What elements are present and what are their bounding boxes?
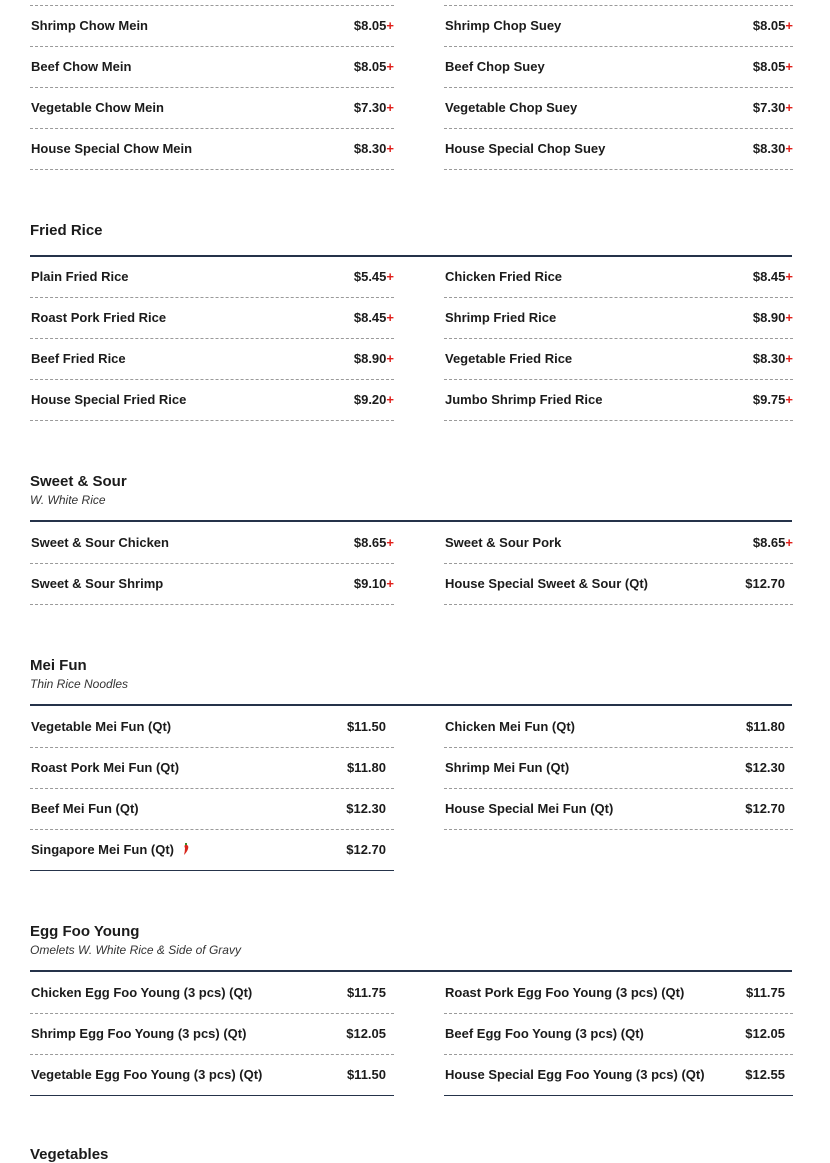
menu-item[interactable] (30, 564, 394, 605)
item-price: $8.05+ (752, 18, 793, 33)
item-name: Roast Pork Egg Foo Young (3 pcs) (Qt) (445, 985, 685, 1000)
column-left (30, 257, 394, 421)
menu-item[interactable] (444, 129, 793, 170)
item-name: Roast Pork Mei Fun (Qt) (31, 760, 180, 775)
hot-pepper-icon (182, 843, 190, 855)
menu-item[interactable] (30, 257, 394, 298)
menu-item[interactable] (30, 88, 394, 129)
item-name: Vegetable Fried Rice (445, 351, 573, 366)
item-name: Shrimp Chow Mein (31, 18, 148, 33)
item-price: $8.30+ (752, 141, 793, 156)
section-egg-foo-young (30, 923, 792, 1082)
item-name: Roast Pork Fried Rice (31, 310, 167, 325)
menu-item[interactable] (30, 973, 394, 1014)
item-name: Vegetable Chow Mein (31, 100, 164, 115)
section-divider (30, 970, 792, 972)
column-right (444, 257, 793, 421)
section-mei-fun (30, 657, 792, 857)
menu-item[interactable] (30, 129, 394, 170)
menu-item[interactable] (30, 1055, 394, 1096)
menu-item[interactable] (444, 47, 793, 88)
item-name: Beef Chow Mein (31, 59, 132, 74)
menu-item[interactable] (30, 1014, 394, 1055)
item-price: $12.05 (745, 1026, 785, 1041)
menu-item[interactable] (444, 973, 793, 1014)
item-name: Chicken Egg Foo Young (3 pcs) (Qt) (31, 985, 253, 1000)
item-price: $12.05 (346, 1026, 386, 1041)
menu-item[interactable] (30, 298, 394, 339)
item-price: $12.70 (745, 801, 785, 816)
menu-item[interactable] (30, 789, 394, 830)
item-name: Vegetable Chop Suey (445, 100, 578, 115)
section-fried-rice (30, 222, 793, 407)
column-left (30, 707, 394, 871)
item-name: Shrimp Chop Suey (445, 18, 562, 33)
item-price: $8.45+ (752, 269, 793, 284)
menu-item[interactable] (444, 6, 793, 47)
menu-item[interactable] (444, 1014, 793, 1055)
item-name: House Special Chop Suey (445, 141, 606, 156)
menu-item[interactable] (444, 564, 793, 605)
item-price: $11.80 (745, 719, 785, 734)
item-price: $11.50 (346, 1067, 386, 1082)
section-divider (30, 520, 792, 522)
item-price: $8.05+ (353, 59, 394, 74)
item-name: House Special Mei Fun (Qt) (445, 801, 614, 816)
item-price: $12.30 (745, 760, 785, 775)
menu-item[interactable] (30, 6, 394, 47)
item-price: $11.75 (745, 985, 785, 1000)
item-name: Chicken Fried Rice (445, 269, 563, 284)
item-price: $8.05+ (752, 59, 793, 74)
item-price: $8.65+ (752, 535, 793, 550)
item-price: $8.90+ (353, 351, 394, 366)
menu-item[interactable] (30, 339, 394, 380)
item-name: Plain Fried Rice (31, 269, 129, 284)
item-name: House Special Egg Foo Young (3 pcs) (Qt) (445, 1067, 705, 1082)
item-price: $8.65+ (353, 535, 394, 550)
item-price: $7.30+ (752, 100, 793, 115)
menu-item[interactable] (30, 380, 394, 421)
item-name: Shrimp Egg Foo Young (3 pcs) (Qt) (31, 1026, 247, 1041)
section-subtitle: W. White Rice (30, 493, 106, 507)
item-price: $11.50 (346, 719, 386, 734)
item-name: House Special Fried Rice (31, 392, 187, 407)
menu-item[interactable] (444, 88, 793, 129)
item-price: $12.70 (346, 842, 386, 857)
menu-item[interactable] (30, 748, 394, 789)
column-left (30, 6, 394, 170)
item-price: $9.10+ (353, 576, 394, 591)
item-name: Sweet & Sour Shrimp (31, 576, 164, 591)
item-name: Jumbo Shrimp Fried Rice (445, 392, 603, 407)
item-price: $8.30+ (752, 351, 793, 366)
column-right (444, 973, 793, 1096)
item-price: $11.80 (346, 760, 386, 775)
item-price: $8.90+ (752, 310, 793, 325)
item-price: $9.75+ (752, 392, 793, 407)
menu-item[interactable] (30, 830, 394, 871)
menu-item[interactable] (444, 1055, 793, 1096)
item-name: Sweet & Sour Chicken (31, 535, 169, 550)
item-price: $8.05+ (353, 18, 394, 33)
section-subtitle: Thin Rice Noodles (30, 677, 129, 691)
menu-item[interactable] (444, 748, 793, 789)
item-name: Sweet & Sour Pork (445, 535, 562, 550)
item-name: Shrimp Fried Rice (445, 310, 557, 325)
menu-item[interactable] (444, 339, 793, 380)
item-price: $12.70 (745, 576, 785, 591)
item-price: $7.30+ (353, 100, 394, 115)
section-subtitle: Omelets W. White Rice & Side of Gravy (30, 943, 241, 957)
item-price: $5.45+ (353, 269, 394, 284)
item-name: Shrimp Mei Fun (Qt) (445, 760, 570, 775)
section-title: Fried Rice (30, 222, 103, 239)
menu-item[interactable] (444, 523, 793, 564)
menu-item[interactable] (444, 380, 793, 421)
column-right (444, 6, 793, 170)
next-section-title: Vegetables (30, 1146, 109, 1163)
menu-item[interactable] (30, 523, 394, 564)
menu-item[interactable] (30, 47, 394, 88)
section-title: Mei Fun (30, 657, 87, 674)
menu-item[interactable] (444, 257, 793, 298)
item-price: $8.30+ (353, 141, 394, 156)
column-left (30, 973, 394, 1096)
item-name: Vegetable Mei Fun (Qt) (31, 719, 172, 734)
item-price: $9.20+ (353, 392, 394, 407)
item-name: Beef Mei Fun (Qt) (31, 801, 139, 816)
item-name: House Special Chow Mein (31, 141, 193, 156)
item-name: Beef Egg Foo Young (3 pcs) (Qt) (445, 1026, 644, 1041)
menu-item[interactable] (444, 707, 793, 748)
item-name: Vegetable Egg Foo Young (3 pcs) (Qt) (31, 1067, 263, 1082)
item-name: Beef Chop Suey (445, 59, 545, 74)
item-price: $12.55 (745, 1067, 785, 1082)
column-left (30, 523, 394, 605)
menu-item[interactable] (444, 789, 793, 830)
column-right (444, 707, 793, 830)
menu-item[interactable] (444, 298, 793, 339)
menu-item[interactable] (30, 707, 394, 748)
section-divider (30, 704, 792, 706)
section-title: Egg Foo Young (30, 923, 140, 940)
section-title: Sweet & Sour (30, 473, 127, 490)
item-price: $12.30 (346, 801, 386, 816)
item-price: $11.75 (346, 985, 386, 1000)
item-price: $8.45+ (353, 310, 394, 325)
section-sweet-sour (30, 473, 793, 591)
item-name: Chicken Mei Fun (Qt) (445, 719, 575, 734)
item-name: Singapore Mei Fun (Qt) (31, 842, 190, 857)
item-name: House Special Sweet & Sour (Qt) (445, 576, 648, 591)
column-right (444, 523, 793, 605)
item-name: Beef Fried Rice (31, 351, 126, 366)
